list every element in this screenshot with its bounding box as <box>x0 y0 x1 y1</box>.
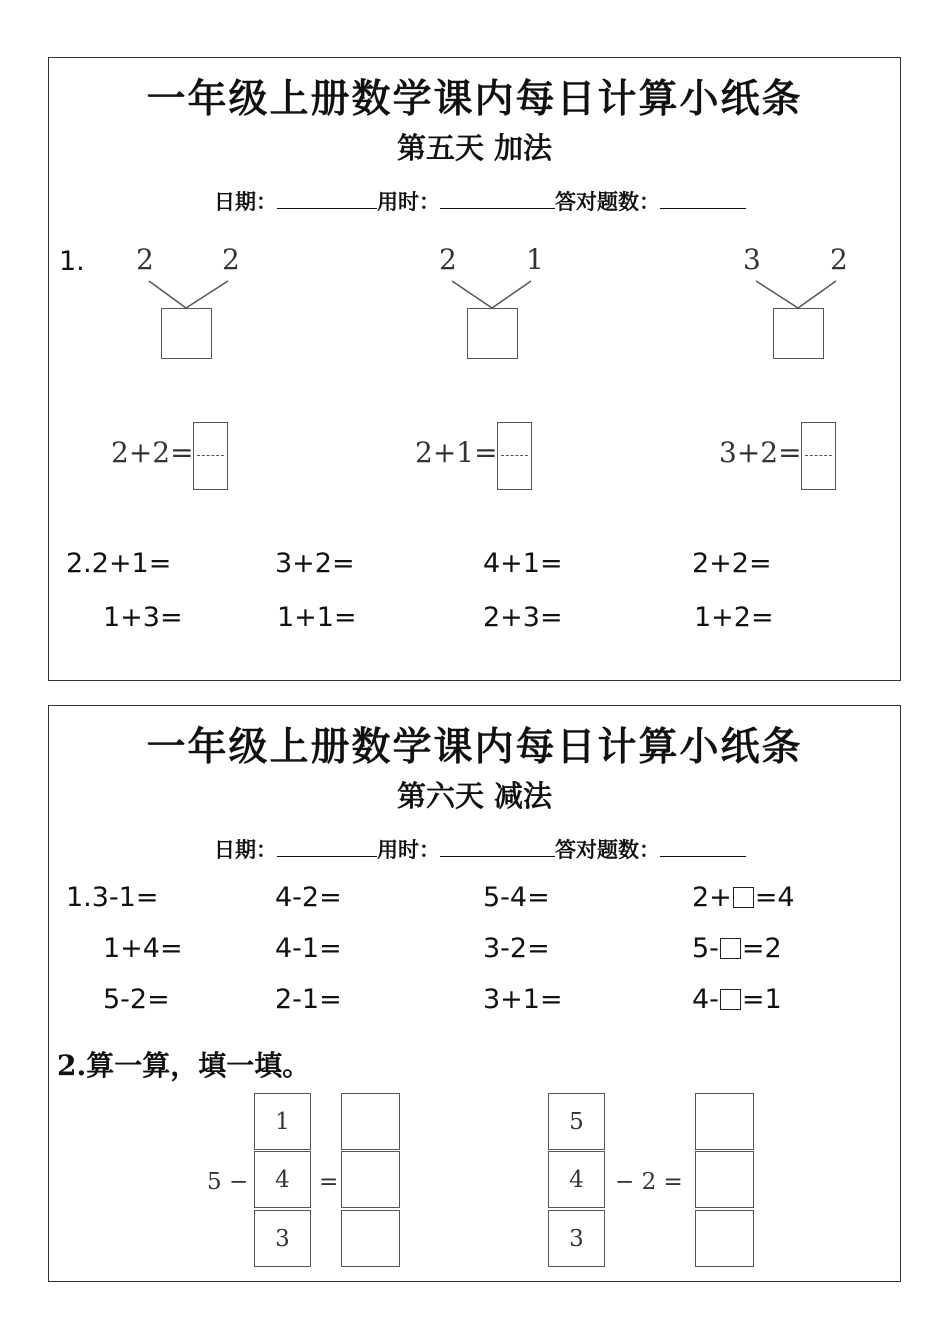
date-blank[interactable] <box>277 190 377 209</box>
problem: 3+2= <box>275 548 355 579</box>
problem: 4+1= <box>483 548 563 579</box>
problem-prefix: 2+ <box>692 882 732 913</box>
info-line <box>214 834 746 864</box>
problem: 1+4= <box>103 933 183 964</box>
number-bond-2 <box>437 243 547 363</box>
date-label: 日期： <box>214 837 277 862</box>
answer-column-2 <box>695 1093 755 1269</box>
missing-number-problem <box>692 984 782 1015</box>
problem-suffix: =1 <box>741 984 782 1015</box>
dashed-divider <box>805 455 832 456</box>
correct-blank[interactable] <box>660 838 746 857</box>
worksheet-day5 <box>48 57 901 681</box>
problem: 1.3-1= <box>66 882 159 913</box>
answer-cell[interactable] <box>695 1210 754 1267</box>
bond-answer-box[interactable] <box>773 308 824 359</box>
worksheet-title: 一年级上册数学课内每日计算小纸条 <box>146 724 803 770</box>
number-bond-1 <box>134 243 244 363</box>
problem-suffix: =2 <box>741 933 782 964</box>
time-blank[interactable] <box>440 190 555 209</box>
bond-equation-3 <box>719 422 849 492</box>
problem: 1+2= <box>694 602 774 633</box>
problem: 2+3= <box>483 602 563 633</box>
problem: 5-2= <box>103 984 170 1015</box>
answer-square[interactable] <box>720 989 741 1010</box>
dashed-divider <box>197 455 224 456</box>
time-blank[interactable] <box>440 838 555 857</box>
problem: 4-1= <box>275 933 342 964</box>
time-label: 用时： <box>377 837 440 862</box>
question-1-label: 1. <box>59 246 85 277</box>
tall-answer-box[interactable] <box>497 422 532 490</box>
problem: 1+3= <box>103 602 183 633</box>
bond-right-number: 1 <box>526 243 544 276</box>
answer-cell[interactable] <box>341 1151 400 1208</box>
question-2-heading: 2.算一算，填一填。 <box>57 1049 311 1082</box>
bond-left-number: 2 <box>136 243 154 276</box>
correct-label: 答对题数： <box>555 837 660 862</box>
number-bond-3 <box>741 243 851 363</box>
worksheet-subtitle: 第六天 减法 <box>396 779 553 813</box>
value-cell: 1 <box>254 1093 311 1150</box>
problem: 4-2= <box>275 882 342 913</box>
answer-column-1 <box>341 1093 401 1269</box>
missing-number-problem <box>692 882 795 913</box>
value-column-2 <box>548 1093 608 1269</box>
problem: 2+2= <box>692 548 772 579</box>
problem-prefix: 4- <box>692 984 719 1015</box>
value-cell: 4 <box>254 1151 311 1208</box>
bond-equation-1 <box>111 422 241 492</box>
value-cell: 5 <box>548 1093 605 1150</box>
problem: 5-4= <box>483 882 550 913</box>
date-label: 日期： <box>214 189 277 214</box>
dashed-divider <box>501 455 528 456</box>
value-column-1 <box>254 1093 314 1269</box>
equation-expression: 3+2= <box>719 436 802 469</box>
problem-prefix: 5- <box>692 933 719 964</box>
answer-square[interactable] <box>720 938 741 959</box>
worksheet-subtitle: 第五天 加法 <box>396 131 553 165</box>
problem-suffix: =4 <box>754 882 795 913</box>
correct-blank[interactable] <box>660 190 746 209</box>
bond-right-number: 2 <box>222 243 240 276</box>
equation-expression: 2+2= <box>111 436 194 469</box>
equation-expression: 2+1= <box>415 436 498 469</box>
tall-answer-box[interactable] <box>801 422 836 490</box>
bond-equation-2 <box>415 422 545 492</box>
problem: 1+1= <box>277 602 357 633</box>
answer-cell[interactable] <box>341 1093 400 1150</box>
machine-suffix: − 2 = <box>615 1169 683 1195</box>
machine-prefix: 5 − <box>207 1169 249 1195</box>
time-label: 用时： <box>377 189 440 214</box>
value-cell: 4 <box>548 1151 605 1208</box>
worksheet-title: 一年级上册数学课内每日计算小纸条 <box>146 76 803 122</box>
problem: 3+1= <box>483 984 563 1015</box>
equals-sign: = <box>319 1169 339 1195</box>
answer-square[interactable] <box>733 887 754 908</box>
answer-cell[interactable] <box>695 1151 754 1208</box>
problem: 2-1= <box>275 984 342 1015</box>
tall-answer-box[interactable] <box>193 422 228 490</box>
worksheet-day6 <box>48 705 901 1282</box>
answer-cell[interactable] <box>695 1093 754 1150</box>
correct-label: 答对题数： <box>555 189 660 214</box>
problem: 2.2+1= <box>66 548 172 579</box>
bond-right-number: 2 <box>830 243 848 276</box>
bond-left-number: 2 <box>439 243 457 276</box>
date-blank[interactable] <box>277 838 377 857</box>
problem: 3-2= <box>483 933 550 964</box>
missing-number-problem <box>692 933 782 964</box>
bond-answer-box[interactable] <box>467 308 518 359</box>
value-cell: 3 <box>548 1210 605 1267</box>
bond-left-number: 3 <box>743 243 761 276</box>
answer-cell[interactable] <box>341 1210 400 1267</box>
info-line <box>214 186 746 216</box>
bond-answer-box[interactable] <box>161 308 212 359</box>
value-cell: 3 <box>254 1210 311 1267</box>
